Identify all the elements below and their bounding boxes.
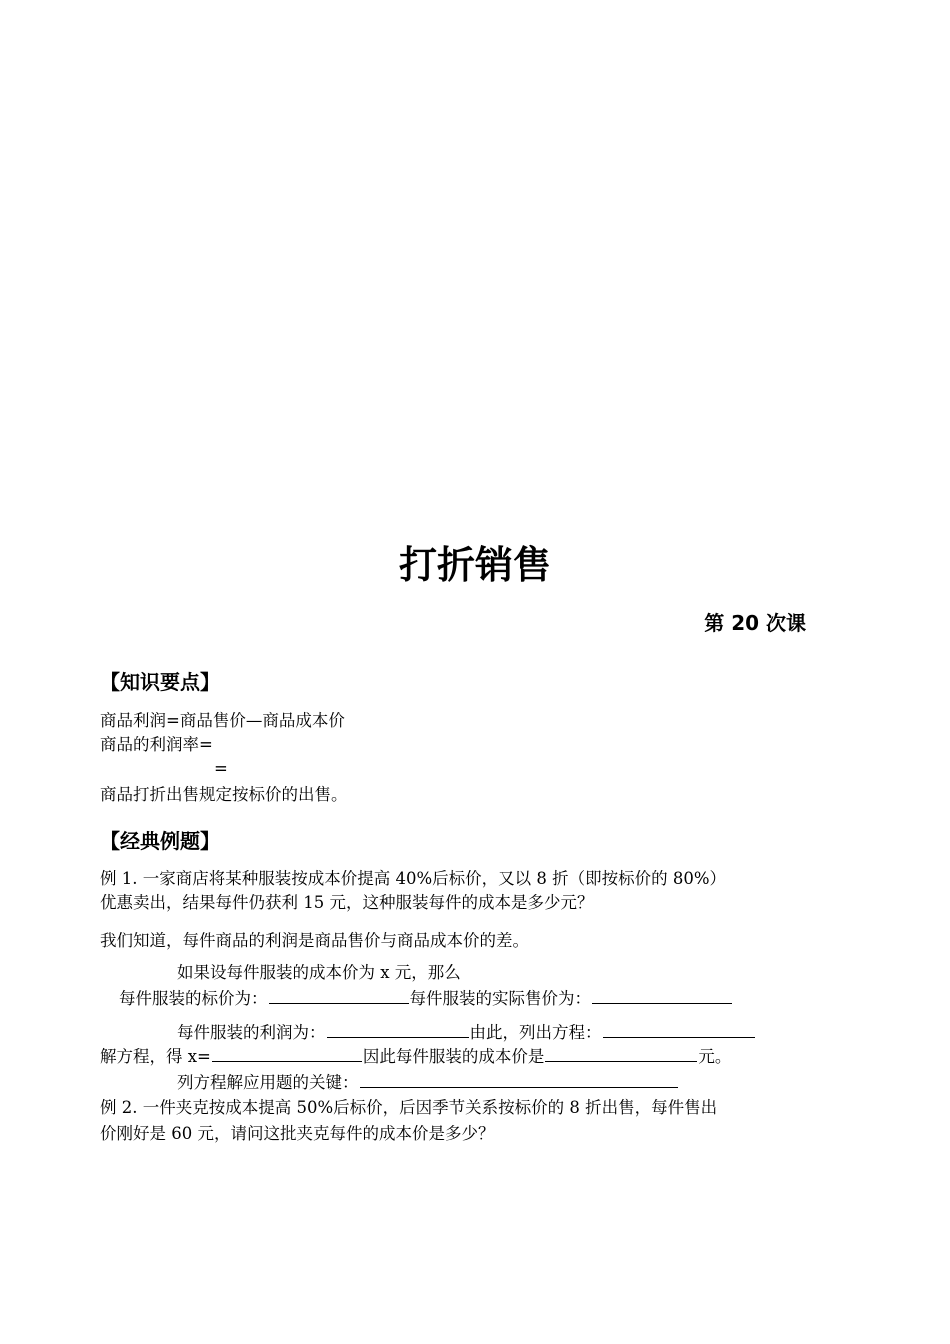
cost-blank[interactable] xyxy=(545,1045,697,1062)
equation-blank[interactable] xyxy=(603,1021,755,1038)
equation-label: 由此，列出方程： xyxy=(469,1023,602,1042)
marked-price-blank[interactable] xyxy=(269,987,409,1004)
example1-line1: 例 1. 一家商店将某种服装按成本价提高 40%后标价，又以 8 折（即按标价的 80%） xyxy=(100,869,727,888)
example2-line1: 例 2. 一件夹克按成本提高 50%后标价，后因季节关系按标价的 8 折出售，每件售出 xyxy=(100,1098,718,1117)
profit-rate-formula-cont: = xyxy=(214,759,228,778)
solve-row xyxy=(100,1045,731,1069)
actual-price-label: 每件服装的实际售价为： xyxy=(409,989,591,1008)
lesson-number: 第 20 次课 xyxy=(704,611,806,635)
x-value-blank[interactable] xyxy=(212,1045,362,1062)
cost-label: 因此每件服装的成本价是 xyxy=(362,1047,545,1066)
key-label: 列方程解应用题的关键： xyxy=(177,1073,359,1092)
examples-heading: 【经典例题】 xyxy=(100,829,220,853)
example1-assume: 如果设每件服装的成本价为 x 元，那么 xyxy=(177,963,461,982)
knowledge-heading: 【知识要点】 xyxy=(100,670,220,694)
profit-blank[interactable] xyxy=(327,1021,469,1038)
page-title: 打折销售 xyxy=(398,543,551,587)
profit-formula: 商品利润=商品售价—商品成本价 xyxy=(100,711,345,730)
actual-price-blank[interactable] xyxy=(592,987,732,1004)
discount-rule: 商品打折出售规定按标价的出售。 xyxy=(100,785,348,804)
cost-unit: 元。 xyxy=(698,1047,732,1066)
example1-line2: 优惠卖出，结果每件仍获利 15 元，这种服装每件的成本是多少元？ xyxy=(100,893,594,912)
profit-label: 每件服装的利润为： xyxy=(177,1023,326,1042)
solve-label: 解方程，得 x= xyxy=(100,1047,211,1066)
marked-price-label: 每件服装的标价为： xyxy=(119,989,268,1008)
example2-line2: 价刚好是 60 元，请问这批夹克每件的成本价是多少？ xyxy=(100,1124,495,1143)
key-row xyxy=(177,1071,679,1095)
profit-rate-formula: 商品的利润率= xyxy=(100,735,213,754)
profit-row xyxy=(177,1021,756,1045)
key-blank[interactable] xyxy=(360,1071,678,1088)
example1-note: 我们知道，每件商品的利润是商品售价与商品成本价的差。 xyxy=(100,931,529,950)
marked-price-row xyxy=(119,987,733,1011)
